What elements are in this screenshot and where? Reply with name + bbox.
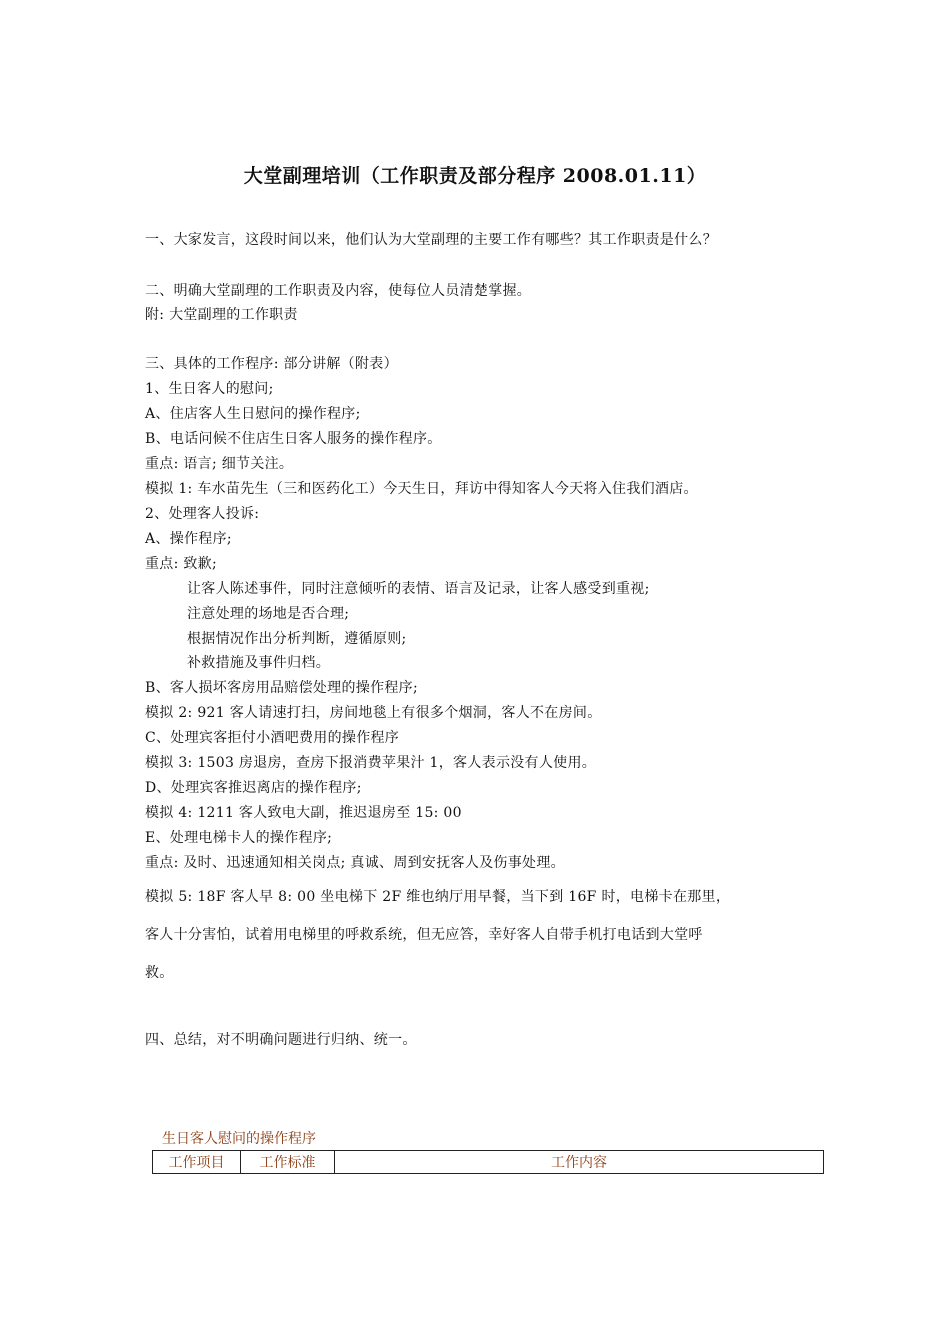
appendix-note: 附: 大堂副理的工作职责 [145, 307, 298, 323]
simulation-5-line-1: 模拟 5: 18F 客人早 8: 00 坐电梯下 2F 维也纳厅用早餐，当下到 16F 时，电梯卡在那里， [145, 889, 731, 905]
item-1-heading: 1、生日客人的慰问; [145, 381, 274, 397]
key-point-sub-3: 根据情况作出分析判断，遵循原则; [187, 631, 407, 647]
header-work-standard: 工作标准 [241, 1151, 335, 1173]
simulation-5-line-2: 客人十分害怕，试着用电梯里的呼救系统，但无应答，幸好客人自带手机打电话到大堂呼 [145, 927, 703, 943]
document-title: 大堂副理培训（工作职责及部分程序 2008.01.11） [243, 165, 707, 187]
table-caption: 生日客人慰问的操作程序 [162, 1131, 316, 1147]
simulation-3: 模拟 3: 1503 房退房，查房下报消费苹果汁 1，客人表示没有人使用。 [145, 755, 597, 771]
item-2b: B、客人损坏客房用品赔偿处理的操作程序; [145, 680, 419, 696]
item-2d: D、处理宾客推迟离店的操作程序; [145, 780, 362, 796]
simulation-4: 模拟 4: 1211 客人致电大副，推迟退房至 15: 00 [145, 805, 462, 821]
header-work-item: 工作项目 [153, 1151, 241, 1173]
key-point-sub-4: 补救措施及事件归档。 [187, 655, 330, 671]
item-1b: B、电话问候不住店生日客人服务的操作程序。 [145, 431, 442, 447]
item-2-heading: 2、处理客人投诉: [145, 506, 260, 522]
key-point-sub-2: 注意处理的场地是否合理; [187, 606, 350, 622]
simulation-1: 模拟 1: 车水苗先生（三和医药化工）今天生日，拜访中得知客人今天将入住我们酒店。 [145, 481, 698, 497]
key-point-sub-1: 让客人陈述事件，同时注意倾听的表情、语言及记录，让客人感受到重视; [187, 581, 650, 597]
procedure-table-header [152, 1150, 824, 1174]
item-2e-key-points: 重点: 及时、迅速通知相关岗点; 真诚、周到安抚客人及伤事处理。 [145, 855, 565, 871]
simulation-5-line-3: 救。 [145, 965, 174, 981]
item-2c: C、处理宾客拒付小酒吧费用的操作程序 [145, 730, 400, 746]
header-work-content: 工作内容 [551, 1155, 607, 1171]
item-2a: A、操作程序; [145, 531, 232, 547]
section-1-text: 一、大家发言，这段时间以来，他们认为大堂副理的主要工作有哪些？其工作职责是什么？ [145, 232, 717, 248]
section-4-text: 四、总结，对不明确问题进行归纳、统一。 [145, 1032, 417, 1048]
item-2-key-points: 重点: 致歉; [145, 556, 217, 572]
section-2-text: 二、明确大堂副理的工作职责及内容，使每位人员清楚掌握。 [145, 283, 532, 299]
item-2e: E、处理电梯卡人的操作程序; [145, 830, 333, 846]
item-1a: A、住店客人生日慰问的操作程序; [145, 406, 361, 422]
simulation-2: 模拟 2: 921 客人请速打扫，房间地毯上有很多个烟洞，客人不在房间。 [145, 705, 602, 721]
item-1-key-points: 重点: 语言; 细节关注。 [145, 456, 294, 472]
section-3-text: 三、具体的工作程序: 部分讲解（附表） [145, 356, 398, 372]
